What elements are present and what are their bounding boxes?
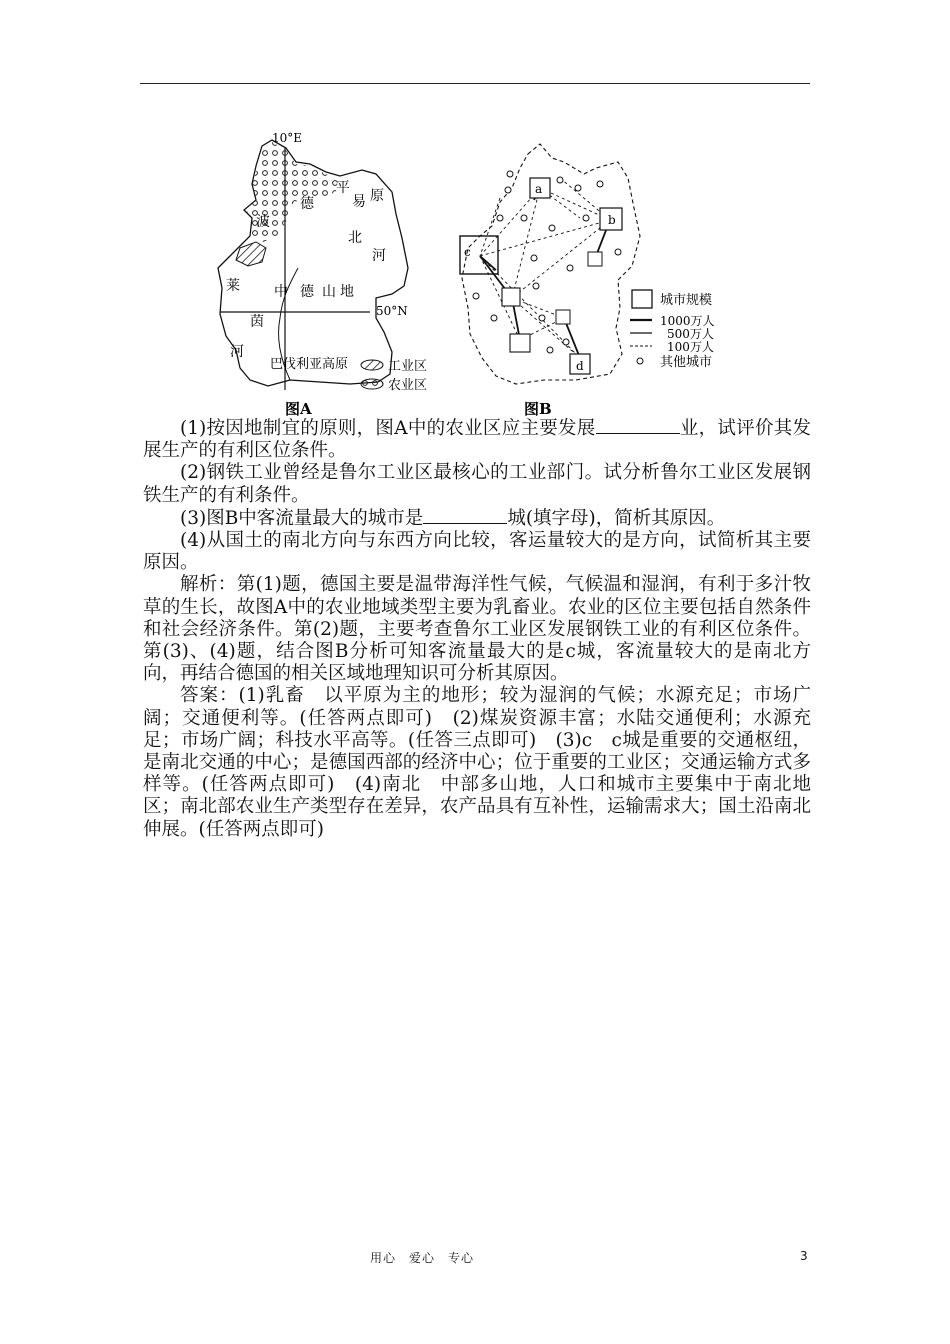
answer-paragraph: 答案：(1)乳畜 以平原为主的地形；较为湿润的气候；水源充足；市场广阔；交通便利等。(任答两点即可) (2)煤炭资源丰富；水陆交通便利；水源充足；市场广阔；科技水平高等。(任答三点即可) (3)c c城是重要的交通枢纽，是南北交通的中心；是德国西部的经济中心；位于重要的工业区；交通运输方式多样等。(任答两点即可) (4)南北 中部多山地，人口和城市主要集中于南北地区；南北部农业生产类型存在差异，农产品具有互补性，运输需求大；国土沿南北伸展。(任答两点即可) [143,685,811,840]
agri-legend-label: 农业区 [388,378,428,393]
plain-label-3: 原 [370,188,384,204]
legend-1000-label: 1000万人 [660,314,715,328]
plateau-label: 巴伐利亚高原 [270,357,349,372]
city-sw-marker [510,334,530,352]
question-1 [143,417,811,462]
plain-label-2: 易 [352,194,366,210]
city-d-label: d [576,359,584,373]
legend-other-icon [637,358,643,364]
legend-size-label: 城市规模 [660,293,713,308]
bo-label: 波 [256,214,270,230]
figure-b-map [460,144,715,418]
north-label: 北 [348,230,362,246]
meridian-label: 10°E [272,131,303,145]
legend-size-icon [632,290,652,308]
question-1-suffix: 业，试评价其发展生产的有利区位条件。 [143,418,811,462]
upland-label-2: 德 [300,284,314,300]
de-label: 德 [300,196,314,212]
river-label-2: 河 [230,344,244,360]
figures [140,118,810,418]
city-a-label: a [535,182,543,196]
plain-label-1: 平 [336,180,350,196]
header-rule [140,83,810,84]
footer-motto: 用心 爱心 专心 [370,1251,475,1265]
question-3-suffix: 城(填字母)，简析其原因。 [507,507,726,529]
yin-label: 茵 [250,314,264,330]
industry-legend-icon [361,360,383,370]
answer-blank-1 [596,417,680,434]
city-mid-marker [502,288,520,306]
answer-blank-3 [423,507,507,524]
lai-label: 莱 [226,278,240,294]
question-4: (4)从国土的南北方向与东西方向比较，客运量较大的是方向，试简析其主要原因。 [143,530,811,574]
question-3-prefix: (3)图B中客流量最大的城市是 [180,507,424,529]
figure-a-map [218,131,427,418]
city-e-marker [588,252,602,266]
question-3 [143,507,811,530]
agri-legend-icon [361,379,383,389]
city-c-label: c [464,245,471,259]
legend-other-label: 其他城市 [660,355,713,370]
parallel-label: 50°N [376,304,408,318]
page-number: 3 [800,1249,808,1263]
figure-a-caption: 图A [285,400,312,418]
analysis-paragraph: 解析：第(1)题，德国主要是温带海洋性气候，气候温和湿润，有利于多汁牧草的生长，故图A中的农业地域类型主要为乳畜业。农业的区位主要包括自然条件和社会经济条件。第(2)题，主要考查鲁尔工业区发展钢铁工业的有利区位条件。第(3)、(4)题，结合图B分析可知客流量最大的是c城，客流量较大的是南北方向，再结合德国的相关区域地理知识可分析其原因。 [143,574,811,685]
question-text [143,417,811,841]
question-2: (2)钢铁工业曾经是鲁尔工业区最核心的工业部门。试分析鲁尔工业区发展钢铁生产的有利条件。 [143,462,811,506]
figure-b-caption: 图B [524,400,552,418]
upland-label-3: 山 [322,284,336,300]
legend-100-label: 100万人 [667,340,714,354]
river-label-1: 河 [372,248,386,264]
upland-label-4: 地 [340,284,354,300]
legend-500-label: 500万人 [667,327,714,341]
upland-label-1: 中 [274,284,288,300]
industry-legend-label: 工业区 [388,359,428,374]
question-1-prefix: (1)按因地制宜的原则，图A中的农业区应主要发展 [180,418,596,439]
city-s-marker [556,310,570,324]
city-b-label: b [608,213,616,227]
